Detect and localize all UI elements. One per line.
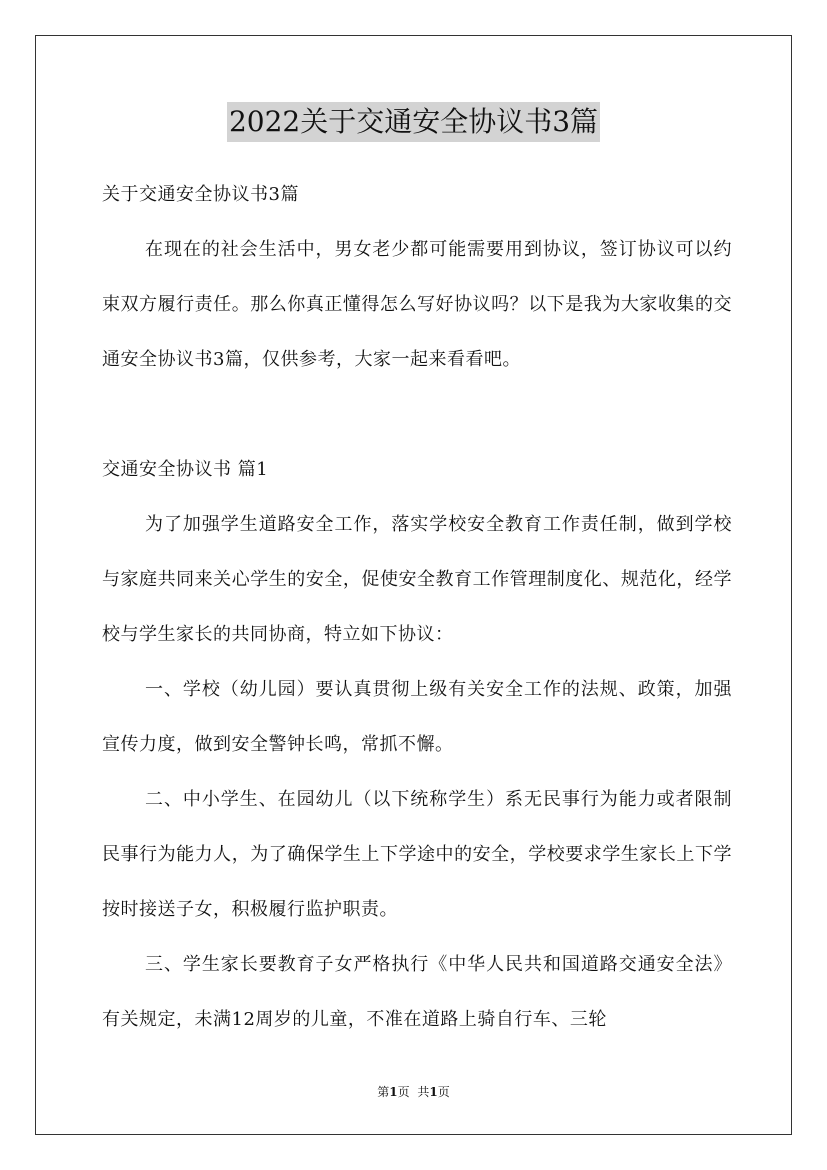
page-prefix: 第 bbox=[377, 1085, 390, 1099]
body-paragraph: 三、学生家长要教育子女严格执行《中华人民共和国道路交通安全法》有关规定，未满12周岁的儿童，不准在道路上骑自行车、三轮 bbox=[102, 954, 732, 1030]
document-subtitle: 关于交通安全协议书3篇 bbox=[102, 184, 299, 205]
body-paragraph: 一、学校（幼儿园）要认真贯彻上级有关安全工作的法规、政策，加强宣传力度，做到安全警钟长鸣，常抓不懈。 bbox=[102, 679, 732, 755]
body-paragraph: 为了加强学生道路安全工作，落实学校安全教育工作责任制，做到学校与家庭共同来关心学生的安全，促使安全教育工作管理制度化、规范化，经学校与学生家长的共同协商，特立如下协议： bbox=[102, 514, 732, 645]
section-heading: 交通安全协议书 篇1 bbox=[102, 459, 269, 480]
title-container bbox=[0, 102, 827, 142]
intro-paragraph: 在现在的社会生活中，男女老少都可能需要用到协议，签订协议可以约束双方履行责任。那么你真正懂得怎么写好协议吗？以下是我为大家收集的交通安全协议书3篇，仅供参考，大家一起来看看吧。 bbox=[102, 239, 732, 370]
document-body bbox=[102, 167, 732, 1047]
page-number: 1 bbox=[389, 1085, 398, 1099]
total-prefix: 共 bbox=[417, 1085, 430, 1099]
page-footer bbox=[0, 1083, 827, 1101]
document-title: 2022关于交通安全协议书3篇 bbox=[227, 102, 600, 142]
total-suffix: 页 bbox=[437, 1085, 450, 1099]
body-paragraph: 二、中小学生、在园幼儿（以下统称学生）系无民事行为能力或者限制民事行为能力人，为了确保学生上下学途中的安全，学校要求学生家长上下学按时接送子女，积极履行监护职责。 bbox=[102, 789, 732, 920]
page-suffix: 页 bbox=[397, 1085, 410, 1099]
total-pages: 1 bbox=[429, 1085, 438, 1099]
paragraph-gap bbox=[102, 387, 732, 442]
